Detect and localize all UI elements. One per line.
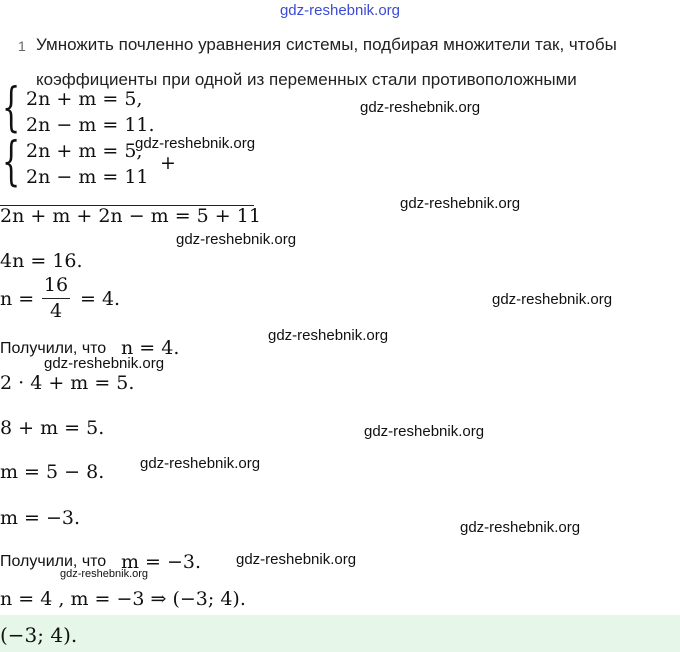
answer-value: (−3; 4).: [0, 623, 78, 647]
watermark: gdz-reshebnik.org: [400, 195, 521, 212]
watermark: gdz-reshebnik.org: [44, 355, 165, 372]
watermark: gdz-reshebnik.org: [140, 455, 261, 472]
fraction-numerator: 16: [43, 274, 69, 296]
watermark: gdz-reshebnik.org: [460, 519, 581, 536]
watermark: gdz-reshebnik.org: [492, 291, 613, 308]
step-8-plus-m: 8 + m = 5.: [0, 417, 105, 439]
answer-box: [0, 615, 680, 652]
system1-eq1: 2n + m = 5,: [26, 88, 143, 110]
system1-eq2: 2n − m = 11.: [26, 114, 155, 136]
plus-sign: +: [160, 152, 176, 174]
watermark: gdz-reshebnik.org: [360, 99, 481, 116]
sum-equation: 2n + m + 2n − m = 5 + 11: [0, 205, 261, 227]
n-rhs: = 4.: [80, 288, 121, 310]
watermark: gdz-reshebnik.org: [236, 551, 357, 568]
watermark: gdz-reshebnik.org: [135, 135, 256, 152]
site-watermark-link[interactable]: gdz-reshebnik.org: [279, 2, 401, 19]
watermark-small: gdz-reshebnik.org: [60, 568, 149, 580]
n-lhs: n =: [0, 288, 35, 310]
fraction-denominator: 4: [49, 300, 63, 322]
got-n-math: n = 4.: [121, 337, 180, 359]
system2-eq2: 2n − m = 11: [26, 166, 149, 188]
fraction-bar: [42, 298, 70, 299]
watermark: gdz-reshebnik.org: [268, 327, 389, 344]
watermark: gdz-reshebnik.org: [364, 423, 485, 440]
step-m-minus-3: m = −3.: [0, 507, 81, 529]
got-m-text: Получили, что: [0, 553, 107, 570]
step-m-5-minus-8: m = 5 − 8.: [0, 461, 105, 483]
task-text-line1: Умножить почленно уравнения системы, подбирая множители так, чтобы: [36, 35, 617, 54]
system2-brace: {: [2, 132, 21, 192]
got-m-math: m = −3.: [121, 551, 202, 573]
conclusion-line: n = 4 , m = −3 ⇒ (−3; 4).: [0, 588, 246, 610]
watermark: gdz-reshebnik.org: [176, 231, 297, 248]
task-number: 1: [18, 38, 26, 54]
system2-eq1: 2n + m = 5,: [26, 140, 143, 162]
task-text-line2: коэффициенты при одной из переменных стали противоположными: [36, 70, 577, 89]
step-substitute: 2 · 4 + m = 5.: [0, 372, 135, 394]
system1-brace: {: [2, 78, 21, 138]
got-n-text: Получили, что: [0, 340, 107, 357]
step-4n: 4n = 16.: [0, 250, 83, 272]
